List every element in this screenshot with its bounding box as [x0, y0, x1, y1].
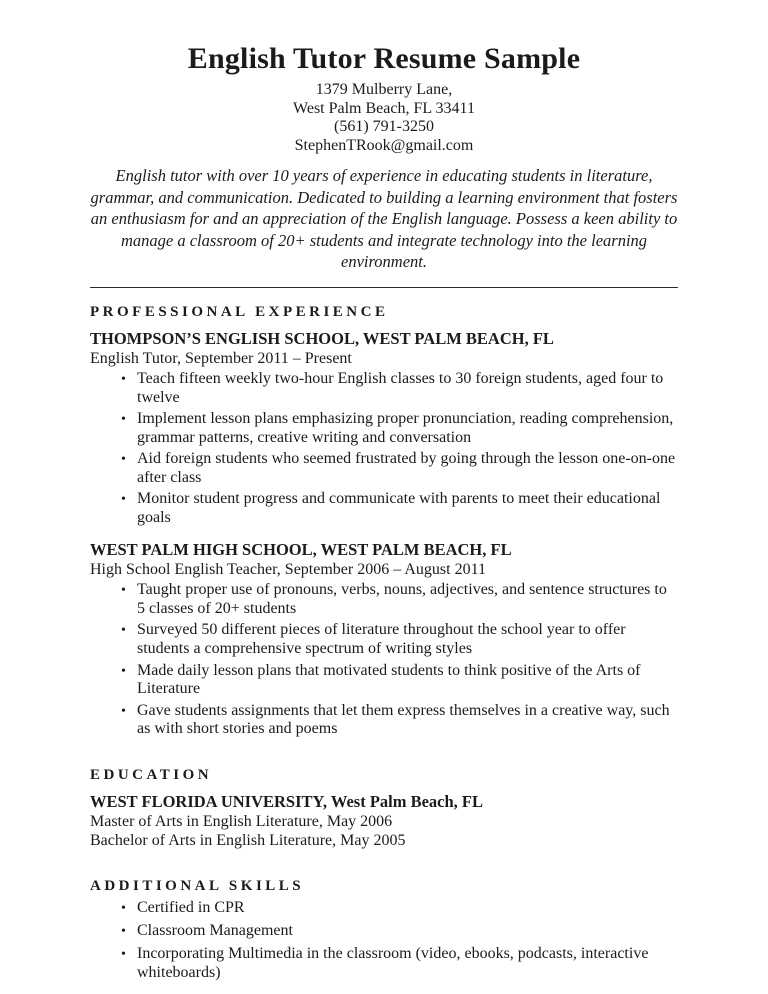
summary-paragraph: English tutor with over 10 years of experience in educating students in literature, grammar, and communication. Dedicated to building a learning environment that fosters an enthusiasm for and an appreciation of the English language. Possess a keen ability to manage a classroom of 20+ students and integrate technology into the learning environment.	[90, 166, 678, 271]
bullet-item	[90, 370, 678, 408]
job-company: THOMPSON’S ENGLISH SCHOOL, WEST PALM BEACH, FL	[90, 328, 554, 348]
bullet-text: Certified in CPR	[137, 899, 245, 917]
bullet-icon: •	[121, 703, 126, 719]
job-company: WEST PALM HIGH SCHOOL, WEST PALM BEACH, FL	[90, 539, 512, 559]
bullet-text: Implement lesson plans emphasizing proper pronunciation, reading comprehension, grammar patterns, creative writing and conversation	[137, 410, 674, 446]
bullet-text: Taught proper use of pronouns, verbs, nouns, adjectives, and sentence structures to 5 classes of 20+ students	[137, 581, 667, 618]
bullet-item	[90, 581, 678, 619]
bullet-item	[90, 490, 678, 528]
bullet-icon: •	[121, 452, 126, 468]
job-entry-thompsons	[90, 329, 678, 528]
school-name: WEST FLORIDA UNIVERSITY, West Palm Beach, FL	[90, 792, 484, 812]
bullet-text: Monitor student progress and communicate with parents to meet their educational goals	[137, 490, 661, 527]
bullet-icon: •	[121, 947, 126, 963]
header-divider	[90, 287, 678, 288]
bullet-icon: •	[121, 412, 126, 428]
education-entry	[90, 792, 678, 850]
section-heading-skills: ADDITIONAL SKILLS	[90, 878, 305, 895]
bullet-icon: •	[121, 623, 126, 639]
job-entry-west-palm-high	[90, 540, 678, 739]
degree-line: Master of Arts in English Literature, May 2006	[90, 813, 393, 831]
contact-phone: (561) 791-3250	[334, 118, 434, 135]
job-bullet-list	[90, 370, 678, 528]
page-title: English Tutor Resume Sample	[187, 42, 581, 75]
bullet-text: Teach fifteen weekly two-hour English classes to 30 foreign students, aged four to twelve	[137, 370, 664, 406]
job-role: High School English Teacher, September 2006 – August 2011	[90, 560, 486, 578]
bullet-text: Aid foreign students who seemed frustrated by going through the lesson one-on-one after class	[137, 450, 676, 486]
bullet-icon: •	[121, 492, 126, 508]
bullet-text: Surveyed 50 different pieces of literature throughout the school year to offer students a comprehensive spectrum of writing styles	[137, 621, 626, 658]
bullet-text: Classroom Management	[137, 922, 293, 940]
contact-address-line1: 1379 Mulberry Lane,	[315, 81, 453, 98]
bullet-icon: •	[121, 924, 126, 940]
bullet-text: Incorporating Multimedia in the classroom (video, ebooks, podcasts, interactive whiteboards)	[137, 945, 649, 982]
bullet-icon: •	[121, 663, 126, 679]
bullet-item	[90, 410, 678, 448]
contact-email: StephenTRook@gmail.com	[294, 136, 474, 154]
bullet-item	[90, 621, 678, 659]
bullet-icon: •	[121, 583, 126, 599]
skills-bullet-list	[90, 899, 678, 983]
bullet-item	[90, 702, 678, 740]
contact-address-line2: West Palm Beach, FL 33411	[293, 99, 475, 117]
bullet-text: Gave students assignments that let them express themselves in a creative way, such as with short stories and poems	[137, 701, 670, 738]
bullet-icon: •	[121, 372, 126, 387]
job-role: English Tutor, September 2011 – Present	[90, 349, 352, 367]
bullet-item	[90, 945, 678, 983]
section-heading-experience: PROFESSIONAL EXPERIENCE	[90, 303, 389, 320]
bullet-text: Made daily lesson plans that motivated students to think positive of the Arts of Literature	[137, 661, 641, 698]
section-heading-education: EDUCATION	[90, 767, 213, 784]
bullet-item	[90, 450, 678, 488]
bullet-icon: •	[121, 901, 126, 917]
resume-header	[90, 42, 678, 155]
bullet-item	[90, 662, 678, 700]
bullet-item	[90, 922, 678, 941]
degree-line: Bachelor of Arts in English Literature, May 2005	[90, 832, 406, 850]
bullet-item	[90, 899, 678, 918]
job-bullet-list	[90, 581, 678, 739]
